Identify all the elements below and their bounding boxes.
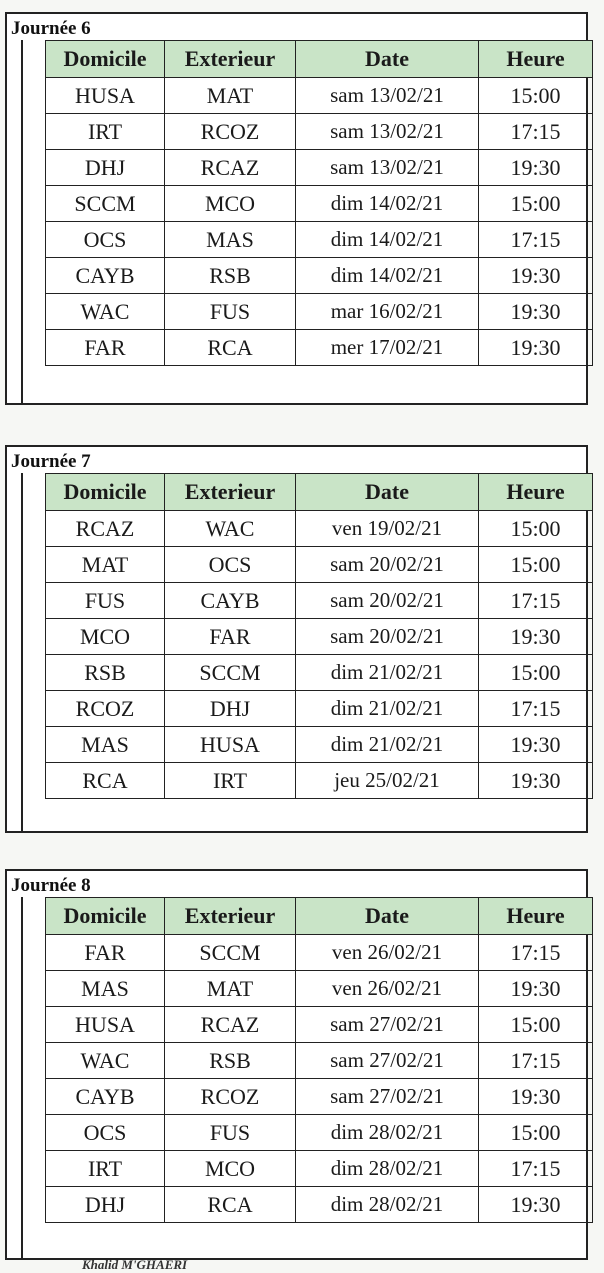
cell-heure: 15:00 [479, 1007, 593, 1043]
cell-exterieur: RSB [165, 258, 296, 294]
cell-exterieur: DHJ [165, 691, 296, 727]
cell-domicile: OCS [46, 222, 165, 258]
cell-heure: 17:15 [479, 222, 593, 258]
match-row [46, 655, 593, 691]
cell-date: sam 13/02/21 [296, 150, 479, 186]
cell-exterieur: RCAZ [165, 1007, 296, 1043]
match-row [46, 150, 593, 186]
cell-exterieur: RSB [165, 1043, 296, 1079]
cell-heure: 19:30 [479, 727, 593, 763]
schedule-table [45, 473, 593, 799]
journee-title: Journée 7 [11, 451, 91, 472]
cell-exterieur: CAYB [165, 583, 296, 619]
cell-date: ven 19/02/21 [296, 511, 479, 547]
cell-date: sam 27/02/21 [296, 1043, 479, 1079]
cell-domicile: HUSA [46, 78, 165, 114]
match-row [46, 222, 593, 258]
header-row [46, 41, 593, 78]
cell-date: sam 13/02/21 [296, 78, 479, 114]
cell-heure: 17:15 [479, 1043, 593, 1079]
header-heure: Heure [479, 41, 593, 78]
cell-date: jeu 25/02/21 [296, 763, 479, 799]
cell-domicile: WAC [46, 294, 165, 330]
cell-exterieur: MAS [165, 222, 296, 258]
cell-domicile: RCOZ [46, 691, 165, 727]
header-domicile: Domicile [46, 41, 165, 78]
cell-date: sam 20/02/21 [296, 619, 479, 655]
cell-heure: 19:30 [479, 258, 593, 294]
match-row [46, 727, 593, 763]
cell-date: dim 28/02/21 [296, 1187, 479, 1223]
cell-heure: 15:00 [479, 1115, 593, 1151]
cell-date: dim 14/02/21 [296, 258, 479, 294]
cell-exterieur: RCA [165, 330, 296, 366]
cell-date: ven 26/02/21 [296, 971, 479, 1007]
journee-7-block [5, 445, 588, 833]
header-domicile: Domicile [46, 474, 165, 511]
match-row [46, 294, 593, 330]
cell-date: dim 21/02/21 [296, 655, 479, 691]
cell-domicile: RCA [46, 763, 165, 799]
cell-date: dim 28/02/21 [296, 1151, 479, 1187]
cell-domicile: OCS [46, 1115, 165, 1151]
match-row [46, 619, 593, 655]
match-row [46, 1043, 593, 1079]
match-row [46, 763, 593, 799]
cell-date: mer 17/02/21 [296, 330, 479, 366]
header-row [46, 898, 593, 935]
cell-exterieur: MAT [165, 78, 296, 114]
match-row [46, 583, 593, 619]
cell-domicile: MCO [46, 619, 165, 655]
match-row [46, 1079, 593, 1115]
header-exterieur: Exterieur [165, 474, 296, 511]
cell-domicile: IRT [46, 1151, 165, 1187]
cell-domicile: IRT [46, 114, 165, 150]
cell-date: sam 27/02/21 [296, 1007, 479, 1043]
cell-exterieur: MCO [165, 1151, 296, 1187]
cell-date: sam 20/02/21 [296, 583, 479, 619]
cell-domicile: CAYB [46, 1079, 165, 1115]
cell-domicile: MAT [46, 547, 165, 583]
cell-domicile: FAR [46, 330, 165, 366]
match-row [46, 1151, 593, 1187]
schedule-table [45, 897, 593, 1223]
cell-heure: 19:30 [479, 330, 593, 366]
cell-heure: 17:15 [479, 114, 593, 150]
cell-heure: 19:30 [479, 763, 593, 799]
cell-domicile: CAYB [46, 258, 165, 294]
match-row [46, 114, 593, 150]
match-row [46, 971, 593, 1007]
schedule-grid [21, 897, 588, 1260]
cell-domicile: MAS [46, 727, 165, 763]
cell-exterieur: IRT [165, 763, 296, 799]
cell-heure: 15:00 [479, 78, 593, 114]
cell-date: dim 14/02/21 [296, 186, 479, 222]
cell-date: mar 16/02/21 [296, 294, 479, 330]
match-row [46, 1115, 593, 1151]
header-exterieur: Exterieur [165, 898, 296, 935]
cell-exterieur: RCOZ [165, 114, 296, 150]
cell-exterieur: RCA [165, 1187, 296, 1223]
match-row [46, 330, 593, 366]
header-exterieur: Exterieur [165, 41, 296, 78]
cell-heure: 19:30 [479, 1079, 593, 1115]
journee-title: Journée 6 [11, 18, 91, 39]
cell-heure: 15:00 [479, 547, 593, 583]
cell-date: ven 26/02/21 [296, 935, 479, 971]
cell-heure: 19:30 [479, 150, 593, 186]
header-heure: Heure [479, 474, 593, 511]
cell-date: dim 28/02/21 [296, 1115, 479, 1151]
header-date: Date [296, 898, 479, 935]
cell-exterieur: MCO [165, 186, 296, 222]
cell-exterieur: RCAZ [165, 150, 296, 186]
cell-heure: 19:30 [479, 294, 593, 330]
cell-date: dim 21/02/21 [296, 691, 479, 727]
cell-domicile: WAC [46, 1043, 165, 1079]
header-row [46, 474, 593, 511]
cell-domicile: RSB [46, 655, 165, 691]
match-row [46, 547, 593, 583]
cell-exterieur: FUS [165, 1115, 296, 1151]
cell-heure: 15:00 [479, 186, 593, 222]
cell-heure: 17:15 [479, 583, 593, 619]
schedule-grid [21, 40, 588, 405]
journee-title: Journée 8 [11, 875, 91, 896]
cell-date: sam 13/02/21 [296, 114, 479, 150]
cell-exterieur: SCCM [165, 655, 296, 691]
match-row [46, 935, 593, 971]
match-row [46, 186, 593, 222]
match-row [46, 691, 593, 727]
header-date: Date [296, 41, 479, 78]
header-domicile: Domicile [46, 898, 165, 935]
cell-domicile: DHJ [46, 150, 165, 186]
cell-domicile: SCCM [46, 186, 165, 222]
cell-exterieur: FAR [165, 619, 296, 655]
cell-exterieur: RCOZ [165, 1079, 296, 1115]
cell-date: sam 20/02/21 [296, 547, 479, 583]
match-row [46, 1007, 593, 1043]
cell-date: sam 27/02/21 [296, 1079, 479, 1115]
schedule-table [45, 40, 593, 366]
cell-exterieur: MAT [165, 971, 296, 1007]
cell-domicile: FAR [46, 935, 165, 971]
footer-signature: Khalid M'GHAERI [82, 1257, 188, 1272]
cell-domicile: FUS [46, 583, 165, 619]
schedule-grid [21, 473, 588, 833]
cell-exterieur: SCCM [165, 935, 296, 971]
match-row [46, 1187, 593, 1223]
cell-exterieur: WAC [165, 511, 296, 547]
cell-exterieur: OCS [165, 547, 296, 583]
cell-exterieur: HUSA [165, 727, 296, 763]
cell-date: dim 14/02/21 [296, 222, 479, 258]
header-date: Date [296, 474, 479, 511]
cell-heure: 19:30 [479, 1187, 593, 1223]
cell-exterieur: FUS [165, 294, 296, 330]
match-row [46, 258, 593, 294]
match-row [46, 78, 593, 114]
cell-domicile: DHJ [46, 1187, 165, 1223]
journee-8-block [5, 869, 588, 1260]
cell-heure: 19:30 [479, 971, 593, 1007]
cell-heure: 17:15 [479, 1151, 593, 1187]
cell-heure: 17:15 [479, 935, 593, 971]
match-row [46, 511, 593, 547]
cell-date: dim 21/02/21 [296, 727, 479, 763]
cell-heure: 15:00 [479, 511, 593, 547]
cell-domicile: RCAZ [46, 511, 165, 547]
cell-heure: 15:00 [479, 655, 593, 691]
cell-heure: 19:30 [479, 619, 593, 655]
journee-6-block [5, 12, 588, 405]
cell-domicile: HUSA [46, 1007, 165, 1043]
cell-heure: 17:15 [479, 691, 593, 727]
cell-domicile: MAS [46, 971, 165, 1007]
header-heure: Heure [479, 898, 593, 935]
